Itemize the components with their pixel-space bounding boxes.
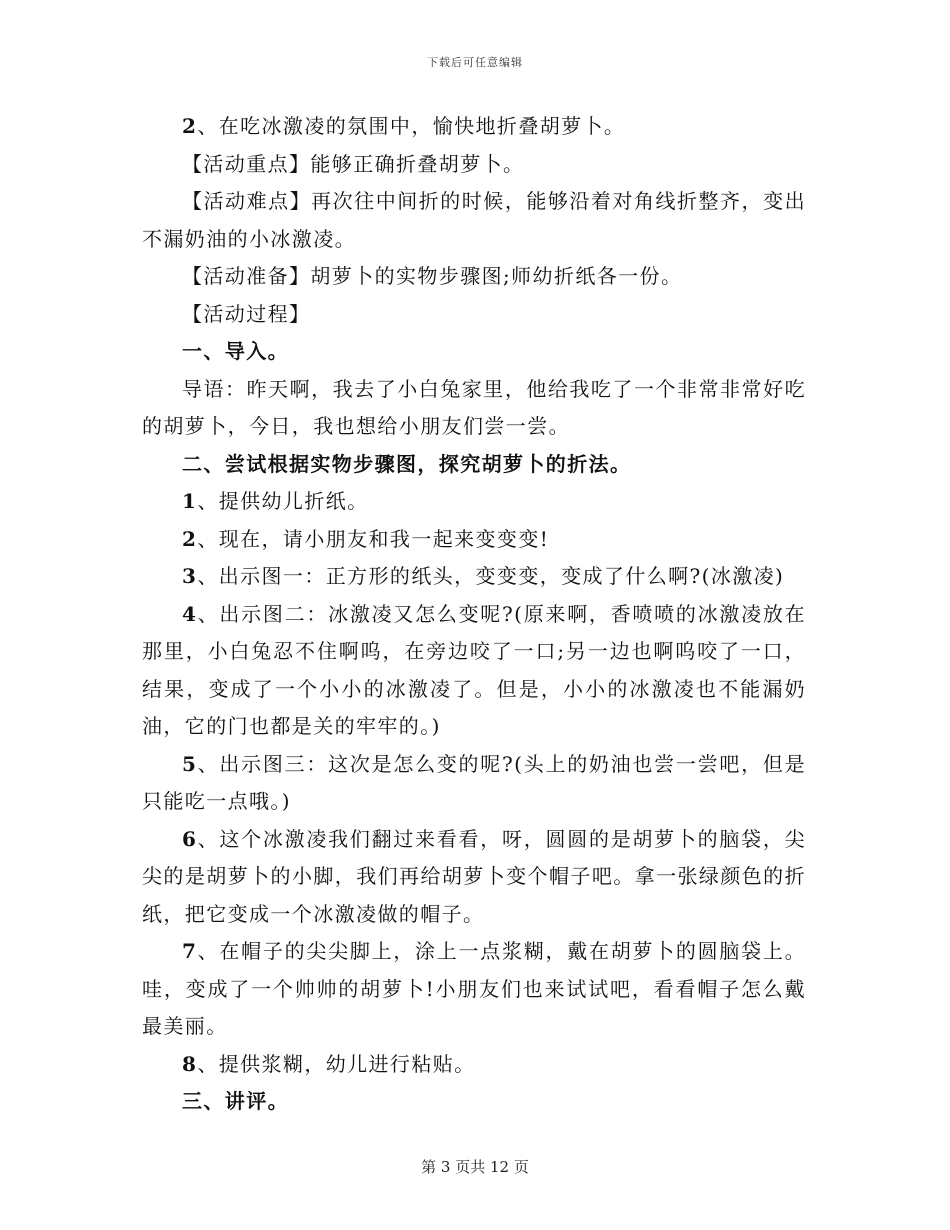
paragraph-text: 、在帽子的尖尖脚上，涂上一点浆糊，戴在胡萝卜的圆脑袋上。哇，变成了一个帅帅的胡萝卜!小朋友们也来试试吧，看看帽子怎么戴最美丽。 (142, 939, 806, 1038)
document-body (142, 108, 806, 1121)
list-item-step-1 (142, 483, 806, 521)
paragraph-number: 2 (182, 526, 198, 551)
list-item-step-3 (142, 558, 806, 596)
paragraph-text: 、出示图二：冰激凌又怎么变呢?(原来啊，香喷喷的冰激凌放在那里，小白兔忍不住啊呜，在旁边咬了一口;另一边也啊呜咬了一口，结果，变成了一个小小的冰激凌了。但是，小小的冰激凌也不能漏奶油，它的门也都是关的牢牢的。) (142, 601, 806, 738)
paragraph-text: 、出示图一：正方形的纸头，变变变，变成了什么啊?(冰激凌) (197, 564, 785, 588)
paragraph-number: 7 (182, 939, 198, 963)
paragraph-key-point (142, 146, 806, 184)
paragraph-text: 【活动过程】 (182, 301, 311, 326)
paragraph-text: 【活动重点】能够正确折叠胡萝卜。 (182, 151, 525, 176)
paragraph-number: 1 (182, 489, 198, 513)
list-item-step-5 (142, 746, 806, 821)
section-heading-review (142, 1083, 806, 1121)
heading-text: 三、讲评。 (182, 1089, 289, 1113)
list-item-step-6 (142, 821, 806, 934)
list-item-step-2 (142, 521, 806, 559)
section-heading-intro (142, 333, 806, 371)
paragraph-text: 导语：昨天啊，我去了小白兔家里，他给我吃了一个非常非常好吃的胡萝卜，今日，我也想给小朋友们尝一尝。 (142, 376, 806, 438)
list-item-step-4 (142, 596, 806, 746)
heading-text: 一、导入。 (182, 339, 289, 363)
paragraph-difficulty (142, 183, 806, 258)
list-item-step-7 (142, 933, 806, 1046)
paragraph-text: 、出示图三：这次是怎么变的呢?(头上的奶油也尝一尝吧，但是只能吃一点哦。) (142, 751, 806, 813)
paragraph-text: 【活动难点】再次往中间折的时候，能够沿着对角线折整齐，变出不漏奶油的小冰激凌。 (142, 189, 806, 251)
paragraph-intro-speech (142, 371, 806, 446)
paragraph-text: 、提供浆糊，幼儿进行粘贴。 (197, 1051, 476, 1076)
paragraph-number: 3 (182, 564, 198, 588)
paragraph-process-heading (142, 296, 806, 334)
section-heading-explore (142, 446, 806, 484)
paragraph-text: 、现在，请小朋友和我一起来变变变! (197, 526, 550, 551)
heading-text: 二、尝试根据实物步骤图，探究胡萝卜的折法。 (182, 451, 632, 476)
page-number: 第 3 页共 12 页 (421, 1158, 529, 1176)
paragraph-text: 【活动准备】胡萝卜的实物步骤图;师幼折纸各一份。 (182, 264, 683, 288)
page-header-note: 下载后可任意编辑 (427, 56, 523, 69)
paragraph-number: 2 (182, 114, 198, 138)
paragraph-text: 、在吃冰激凌的氛围中，愉快地折叠胡萝卜。 (197, 114, 626, 138)
paragraph-text: 、这个冰激凌我们翻过来看看，呀，圆圆的是胡萝卜的脑袋，尖尖的是胡萝卜的小脚，我们再给胡萝卜变个帽子吧。拿一张绿颜色的折纸，把它变成一个冰激凌做的帽子。 (142, 826, 806, 926)
paragraph-preparation (142, 258, 806, 296)
paragraph-goal-2 (142, 108, 806, 146)
paragraph-text: 、提供幼儿折纸。 (197, 489, 369, 513)
paragraph-number: 5 (182, 751, 198, 776)
paragraph-number: 4 (182, 601, 198, 626)
list-item-step-8 (142, 1046, 806, 1084)
paragraph-number: 8 (182, 1051, 198, 1076)
paragraph-number: 6 (182, 826, 198, 851)
